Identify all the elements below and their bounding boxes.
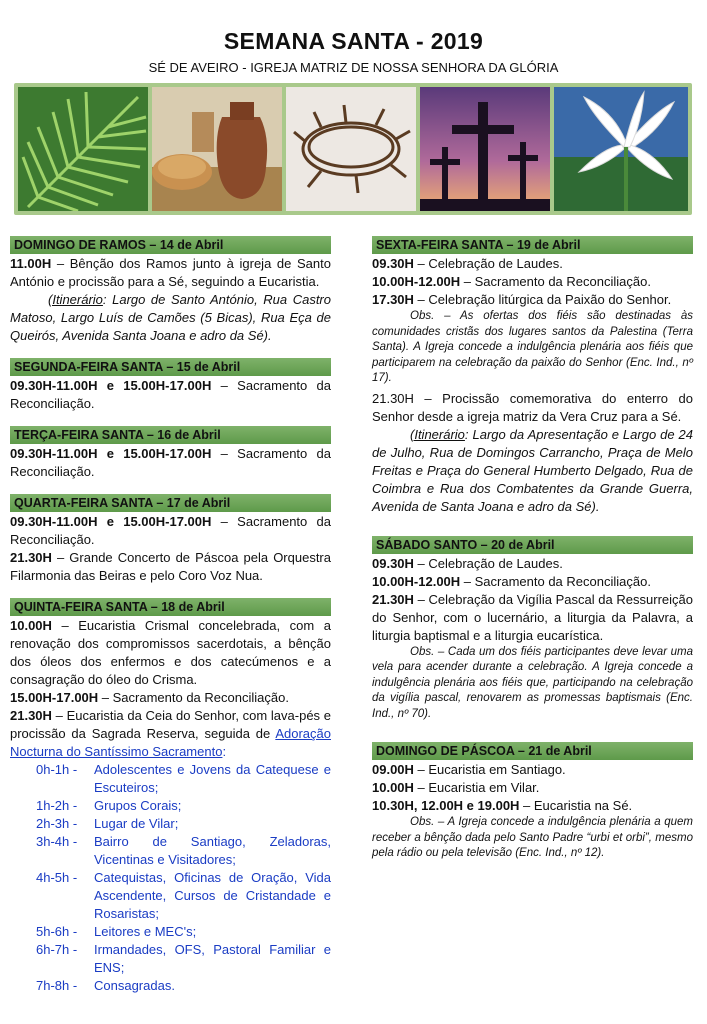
event-text: – Celebração de Laudes.: [413, 555, 563, 571]
event-time: 10.00H-12.00H: [372, 573, 461, 589]
event-entry: [372, 291, 693, 309]
event-text: – Celebração litúrgica da Paixão do Senhor.: [413, 292, 672, 307]
left-column: [10, 236, 331, 1008]
event-text: – Sacramento da Reconciliação.: [10, 378, 332, 411]
itinerary: [372, 426, 693, 516]
event-text: – Sacramento da Reconciliação.: [460, 573, 651, 589]
event-entry: [372, 761, 693, 779]
event-time: 09.30H: [372, 555, 414, 571]
itinerary-label: (Itinerário: [410, 426, 465, 442]
itinerary-label: (Itinerário: [48, 292, 103, 307]
event-entry: [372, 255, 693, 273]
event-time: 21.30H: [10, 550, 52, 565]
schedule-hour: 5h-6h -: [36, 924, 78, 939]
event-entry: [10, 255, 331, 291]
schedule-text: Consagradas.: [94, 978, 175, 993]
schedule-row: [36, 833, 331, 869]
crown-of-thorns-image: [286, 87, 416, 211]
event-time: 09.30H-11.00H e 15.00H-17.00H: [10, 378, 212, 393]
section-header: DOMINGO DE PÁSCOA – 21 de Abril: [372, 742, 693, 760]
section-domingo-ramos: [10, 236, 331, 345]
schedule-hour: 3h-4h -: [36, 834, 78, 849]
section-header: SEXTA-FEIRA SANTA – 19 de Abril: [372, 236, 693, 254]
section-header: SEGUNDA-FEIRA SANTA – 15 de Abril: [10, 358, 331, 376]
schedule-hour: 6h-7h -: [36, 942, 78, 957]
event-time: 17.30H: [372, 292, 414, 307]
palm-leaf-image: [18, 87, 148, 211]
event-text: – Eucaristia na Sé.: [519, 798, 633, 813]
photo-strip: [14, 83, 692, 215]
schedule-text: Catequistas, Oficinas de Oração, Vida Ascendente, Cursos de Cristandade e Rosaristas;: [94, 870, 331, 921]
event-text: – Eucaristia em Vilar.: [413, 780, 540, 795]
section-domingo-pascoa: [372, 742, 693, 862]
event-text: – Bênção dos Ramos junto à igreja de Santo António e procissão para a Sé, seguindo a Eucaristia.: [10, 256, 331, 289]
event-text: – Eucaristia em Santiago.: [413, 762, 566, 777]
schedule-row: [36, 977, 331, 995]
section-segunda-feira: [10, 358, 331, 413]
schedule-text: Lugar de Vilar;: [94, 816, 179, 831]
event-text: – Eucaristia Crismal concelebrada, com a renovação dos compromissos sacerdotais, a bênção dos óleos dos enfermos e dos catecúmenos e a consagração do óleo do Crisma.: [10, 618, 331, 687]
adoracao-colon: :: [222, 744, 227, 759]
schedule-hour: 4h-5h -: [36, 870, 78, 885]
schedule-row: [36, 869, 331, 923]
section-header: SÁBADO SANTO – 20 de Abril: [372, 536, 693, 554]
event-text: – Sacramento da Reconciliação.: [98, 690, 289, 705]
observation-note: Obs. – Cada um dos fiéis participantes deve levar uma vela para acender durante a celebração. A Igreja concede a indulgência plenária aos fiéis que, participando na celebração da vigília pascal, renovarem as promessas baptismais (Enc. Ind., nº 70).: [372, 645, 693, 720]
event-text: – Sacramento da Reconciliação.: [10, 514, 332, 547]
section-header: DOMINGO DE RAMOS – 14 de Abril: [10, 236, 331, 254]
schedule-hour: 2h-3h -: [36, 816, 78, 831]
white-lily-image: [554, 87, 688, 211]
event-entry: [10, 617, 331, 689]
event-time: 10.00H: [372, 780, 414, 795]
page-title: SEMANA SANTA - 2019: [223, 28, 484, 54]
event-entry: [372, 555, 693, 573]
event-entry: [10, 707, 331, 761]
itinerary: [10, 291, 331, 345]
itinerary-text: : Largo da Apresentação e Largo de 24 de Julho, Rua de Domingos Carrancho, Praça de Melo Freitas e Praça do General Humberto Delgado, Rua de Coimbra e Rua dos Combatentes da Grande Guerra, Avenida de Santa Joana e adro da Sé).: [372, 426, 693, 514]
schedule-text: Leitores e MEC's;: [94, 924, 197, 939]
schedule-text: Bairro de Santiago, Zeladoras, Vicentinas e Visitadores;: [94, 834, 331, 867]
event-text: – Procissão comemorativa do enterro do Senhor desde a igreja matriz da Vera Cruz para a Sé.: [372, 390, 693, 424]
right-column: [372, 236, 693, 875]
event-entry: [10, 377, 331, 413]
event-entry: [372, 779, 693, 797]
event-entry: [10, 445, 331, 481]
section-quinta-feira: [10, 598, 331, 995]
schedule-hour: 1h-2h -: [36, 798, 78, 813]
event-entry: [372, 390, 693, 426]
schedule-row: [36, 797, 331, 815]
event-entry: [10, 689, 331, 707]
section-header: TERÇA-FEIRA SANTA – 16 de Abril: [10, 426, 331, 444]
event-text: – Eucaristia da Ceia do Senhor, com lava-pés e procissão da Sagrada Reserva, seguida de: [10, 708, 331, 741]
section-sexta-feira: [372, 236, 693, 516]
adoration-schedule: [36, 761, 331, 995]
event-text: – Celebração da Vigília Pascal da Ressurreição do Senhor, com o lucernário, a liturgia da Palavra, a liturgia baptismal e a liturgia eucarística.: [372, 591, 693, 643]
section-terca-feira: [10, 426, 331, 481]
schedule-text: Grupos Corais;: [94, 798, 182, 813]
section-sabado-santo: [372, 536, 693, 723]
schedule-row: [36, 941, 331, 977]
event-entry: [372, 573, 693, 591]
event-text: – Celebração de Laudes.: [413, 256, 563, 271]
schedule-row: [36, 761, 331, 797]
schedule-row: [36, 815, 331, 833]
event-time: 10.00H: [10, 618, 52, 633]
event-time: 10.30H, 12.00H e 19.00H: [372, 798, 520, 813]
event-time: 09.30H: [372, 256, 414, 271]
event-time: 11.00H: [10, 256, 52, 271]
schedule-row: [36, 923, 331, 941]
event-text: – Sacramento da Reconciliação.: [10, 446, 332, 479]
itinerary-text: : Largo de Santo António, Rua Castro Matoso, Largo Luís de Camões (5 Bicas), Rua Eça de Queirós, Avenida Santa Joana e adro da Sé).: [10, 292, 331, 343]
three-crosses-image: [420, 87, 550, 211]
section-header: QUINTA-FEIRA SANTA – 18 de Abril: [10, 598, 331, 616]
event-time: 15.00H-17.00H: [10, 690, 99, 705]
event-time: 09.30H-11.00H e 15.00H-17.00H: [10, 514, 212, 529]
adoracao-link[interactable]: Adoração Nocturna do Santíssimo Sacramento: [10, 726, 331, 759]
schedule-hour: 7h-8h -: [36, 978, 78, 993]
event-entry: [372, 273, 693, 291]
event-time: 21.30H: [10, 708, 52, 723]
bread-and-wine-image: [152, 87, 282, 211]
event-time: 09.00H: [372, 762, 414, 777]
schedule-text: Adolescentes e Jovens da Catequese e Escuteiros;: [94, 762, 331, 795]
page-subtitle: SÉ DE AVEIRO - IGREJA MATRIZ DE NOSSA SENHORA DA GLÓRIA: [148, 60, 559, 75]
event-time: 10.00H-12.00H: [372, 274, 461, 289]
event-entry: [10, 549, 331, 585]
section-quarta-feira: [10, 494, 331, 585]
section-header: QUARTA-FEIRA SANTA – 17 de Abril: [10, 494, 331, 512]
observation-note: Obs. – A Igreja concede a indulgência plenária a quem receber a bênção dada pelo Santo Padre “urbi et orbi”, mesmo pela rádio ou pela televisão (Enc. Ind., nº 12).: [372, 816, 693, 859]
event-entry: [372, 797, 693, 815]
event-entry: [10, 513, 331, 549]
event-time: 21.30H: [372, 591, 414, 607]
event-time: 21.30H: [372, 390, 414, 406]
schedule-text: Irmandades, OFS, Pastoral Familiar e ENS;: [94, 942, 331, 975]
event-time: 09.30H-11.00H e 15.00H-17.00H: [10, 446, 212, 461]
observation-note: Obs. – As ofertas dos fiéis são destinadas às comunidades cristãs dos lugares santos da Palestina (Terra Santa). A Igreja concede a indulgência plenária aos fiéis que participarem na celebração da paixão do Senhor (Enc. Ind., nº 17).: [372, 310, 693, 384]
schedule-hour: 0h-1h -: [36, 762, 78, 777]
event-text: – Grande Concerto de Páscoa pela Orquestra Filarmonia das Beiras e pelo Coro Voz Nua.: [10, 550, 331, 583]
event-entry: [372, 591, 693, 645]
event-text: – Sacramento da Reconciliação.: [460, 274, 651, 289]
